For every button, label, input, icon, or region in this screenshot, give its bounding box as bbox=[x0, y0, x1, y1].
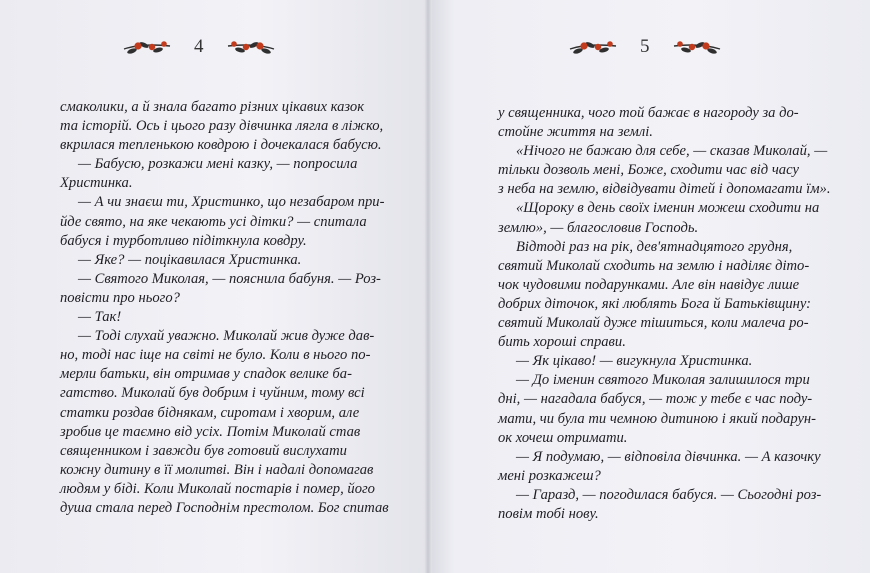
left-page bbox=[0, 0, 428, 573]
text-line: бабуся і турботливо підіткнула ковдру. bbox=[60, 232, 307, 249]
text-line: вкрилася тепленькою ковдрою і дочекалася бабусю. bbox=[60, 137, 382, 154]
bird-branch-ornament-icon bbox=[670, 37, 722, 57]
text-line: з неба на землю, відвідувати дітей і допомагати їм». bbox=[498, 181, 831, 198]
page-number: 5 bbox=[640, 36, 650, 57]
bird-branch-ornament-icon bbox=[568, 37, 620, 57]
text-line: смаколики, а й знала багато різних цікавих казок bbox=[60, 99, 365, 115]
text-line: повім тобі нову. bbox=[498, 505, 599, 522]
right-page-header bbox=[568, 34, 722, 60]
text-line: бить хороші справи. bbox=[498, 334, 626, 351]
text-line: — Так! bbox=[78, 309, 122, 326]
text-line: людям у біді. Коли Миколай постарів і помер, його bbox=[60, 480, 375, 497]
text-line: мерли батьки, він отримав у спадок велике ба- bbox=[60, 366, 352, 383]
text-line: священником і завжди був готовий вислухати bbox=[60, 442, 347, 459]
text-line: чок чудовими подарунками. Але він навідує лише bbox=[498, 276, 800, 293]
text-line: святий Миколай сходить на землю і наділяє діто- bbox=[498, 257, 810, 274]
text-line: но, тоді нас іще на світі не було. Коли в нього по- bbox=[60, 347, 371, 364]
left-page-text bbox=[60, 98, 389, 518]
text-line: «Щороку в день своїх іменин можеш сходити на bbox=[516, 200, 820, 217]
text-line: мені розкажеш? bbox=[498, 467, 601, 484]
right-page-text bbox=[498, 104, 831, 524]
left-page-header bbox=[122, 34, 276, 60]
text-line: землю», — благословив Господь. bbox=[498, 219, 699, 236]
text-line: гатство. Миколай був добрим і чуйним, тому всі bbox=[60, 385, 365, 402]
text-line: — Бабусю, розкажи мені казку, — попросила bbox=[78, 156, 358, 173]
text-line: — Як цікаво! — вигукнула Христинка. bbox=[516, 353, 753, 370]
text-line: добрих діточок, які люблять Бога й Батьківщину: bbox=[498, 295, 812, 312]
text-line: — Я подумаю, — відповіла дівчинка. — А казочку bbox=[516, 448, 821, 465]
text-line: душа стала перед Господнім престолом. Бог спитав bbox=[60, 499, 389, 516]
right-page bbox=[428, 0, 870, 573]
text-line: — Гаразд, — погодилася бабуся. — Сьогодні роз- bbox=[516, 486, 822, 503]
text-line: мати, чи була ти чемною дитиною і який подарун- bbox=[498, 410, 817, 427]
text-line: зробив це таємно від усіх. Потім Миколай став bbox=[60, 423, 361, 440]
text-line: — А чи знаєш ти, Христинко, що незабаром при- bbox=[78, 194, 385, 211]
book-gutter bbox=[424, 0, 432, 573]
bird-branch-ornament-icon bbox=[122, 37, 174, 57]
text-line: та історій. Ось і цього разу дівчинка лягла в ліжко, bbox=[60, 118, 384, 135]
text-line: у священника, чого той бажає в нагороду за до- bbox=[498, 105, 799, 121]
text-line: ок хочеш отримати. bbox=[498, 429, 628, 446]
text-line: дні, — нагадала бабуся, — тож у тебе є час поду- bbox=[498, 391, 813, 408]
text-line: — До іменин святого Миколая залишилося три bbox=[516, 372, 810, 389]
text-line: — Святого Миколая, — пояснила бабуня. — Роз- bbox=[78, 270, 381, 287]
text-line: святий Миколай дуже тішиться, коли малеча ро- bbox=[498, 315, 809, 332]
text-line: Відтоді раз на рік, дев'ятнадцятого грудня, bbox=[516, 238, 793, 255]
text-line: стойне життя на землі. bbox=[498, 124, 653, 141]
text-line: тільки дозволь мені, Боже, сходити час від часу bbox=[498, 162, 799, 179]
page-number: 4 bbox=[194, 36, 204, 57]
text-line: кожну дитину в її молитві. Він і надалі допомагав bbox=[60, 461, 374, 478]
text-line: — Яке? — поцікавилася Христинка. bbox=[78, 251, 302, 268]
text-line: статки роздав біднякам, сиротам і хворим, але bbox=[60, 404, 360, 421]
text-line: Христинка. bbox=[60, 175, 133, 192]
text-line: повісти про нього? bbox=[60, 289, 180, 306]
text-line: — Тоді слухай уважно. Миколай жив дуже дав- bbox=[78, 328, 375, 345]
bird-branch-ornament-icon bbox=[224, 37, 276, 57]
text-line: «Нічого не бажаю для себе, — сказав Миколай, — bbox=[516, 143, 828, 160]
text-line: йде свято, на яке чекають усі дітки? — спитала bbox=[60, 213, 367, 230]
